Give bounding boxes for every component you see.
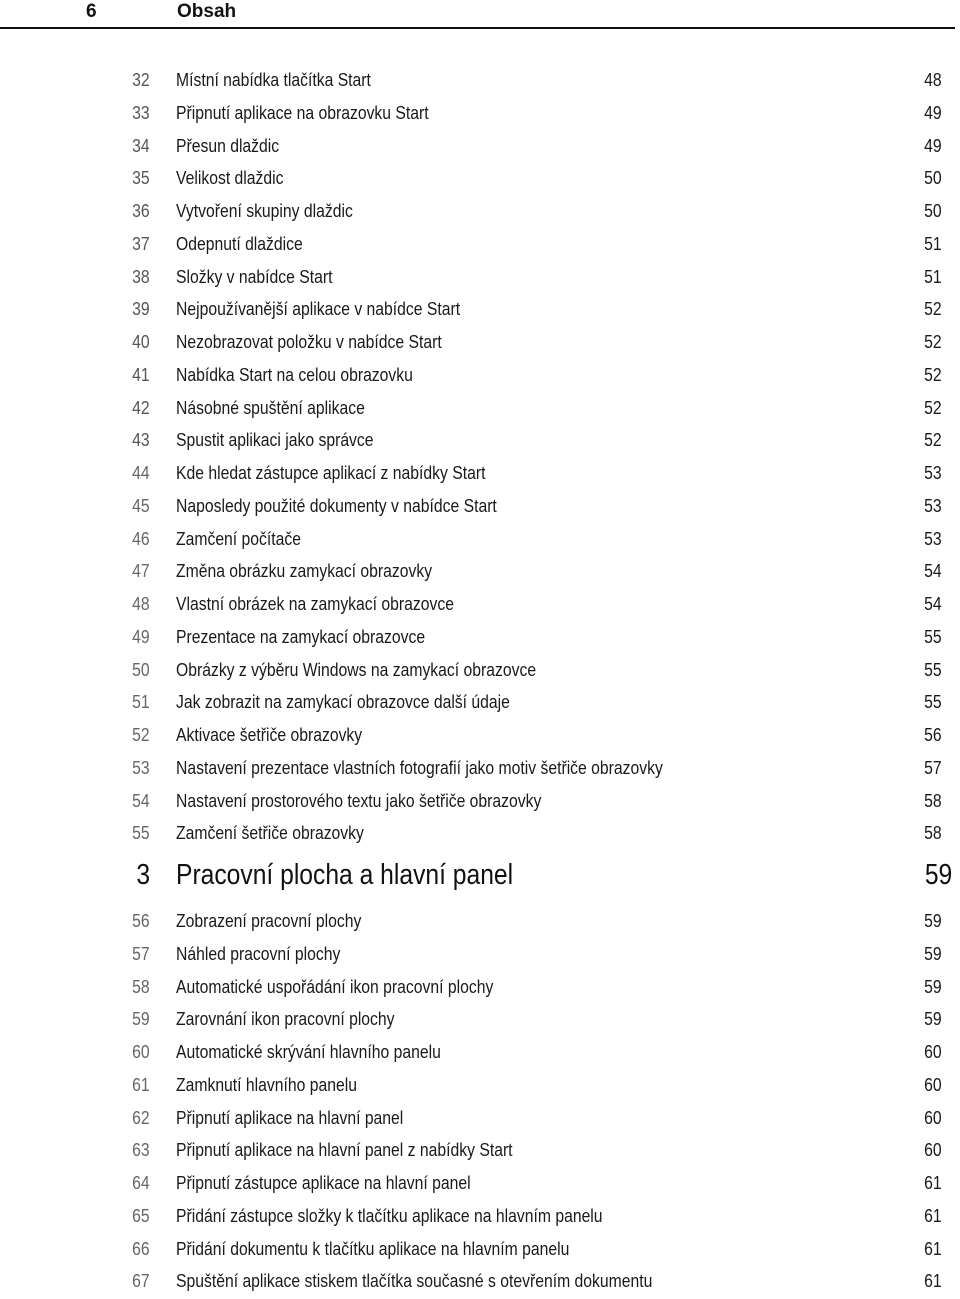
toc-entry[interactable] xyxy=(0,262,960,295)
toc-entry[interactable] xyxy=(0,786,960,819)
entry-number: 59 xyxy=(132,1008,150,1030)
entry-title: Spuštění aplikace stiskem tlačítka současné s otevřením dokumentu xyxy=(176,1270,653,1292)
entry-page: 59 xyxy=(924,942,942,964)
entry-number: 42 xyxy=(132,396,150,418)
entry-page: 57 xyxy=(924,756,942,778)
toc-entry[interactable] xyxy=(0,393,960,426)
entry-title: Aktivace šetřiče obrazovky xyxy=(176,724,363,745)
entry-number: 37 xyxy=(132,232,150,254)
chapter-number: 3 xyxy=(136,859,150,891)
entry-page: 49 xyxy=(924,101,942,123)
entry-page: 55 xyxy=(924,658,942,680)
entry-number: 34 xyxy=(132,134,150,156)
entry-page: 60 xyxy=(924,1073,942,1095)
entry-page: 61 xyxy=(924,1270,942,1292)
entry-number: 44 xyxy=(132,462,150,483)
entry-title: Vytvoření skupiny dlaždic xyxy=(176,200,353,221)
entry-title: Kde hledat zástupce aplikací z nabídky Start xyxy=(176,462,486,483)
toc-entry[interactable] xyxy=(0,687,960,720)
entry-title: Složky v nabídce Start xyxy=(176,265,333,287)
entry-number: 51 xyxy=(132,691,150,713)
toc-entry[interactable] xyxy=(0,1168,960,1201)
toc-group-b xyxy=(0,458,960,851)
entry-page: 55 xyxy=(924,691,942,713)
entry-page: 53 xyxy=(924,527,942,549)
entry-page: 61 xyxy=(924,1172,942,1193)
entry-title: Spustit aplikaci jako správce xyxy=(176,429,374,451)
entry-number: 33 xyxy=(132,101,150,123)
entry-page: 61 xyxy=(924,1237,942,1259)
page-header-title: Obsah xyxy=(177,1,237,22)
toc-group-a xyxy=(0,65,960,458)
entry-title: Zarovnání ikon pracovní plochy xyxy=(176,1008,395,1030)
toc-entry[interactable] xyxy=(0,1037,960,1070)
entry-page: 52 xyxy=(924,298,942,320)
toc-entry[interactable] xyxy=(0,753,960,786)
entry-title: Obrázky z výběru Windows na zamykací obrazovce xyxy=(176,658,537,680)
entry-title: Připnutí aplikace na obrazovku Start xyxy=(176,101,429,123)
entry-page: 52 xyxy=(924,396,942,418)
entry-number: 41 xyxy=(132,363,150,385)
entry-title: Přesun dlaždic xyxy=(176,134,280,156)
entry-page: 52 xyxy=(924,331,942,352)
entry-page: 60 xyxy=(924,1139,942,1161)
entry-page: 56 xyxy=(924,724,942,745)
entry-title: Nabídka Start na celou obrazovku xyxy=(176,363,413,385)
toc-entry[interactable] xyxy=(0,1103,960,1136)
entry-page: 60 xyxy=(924,1041,942,1062)
entry-number: 56 xyxy=(132,910,150,931)
entry-title: Přidání zástupce složky k tlačítku aplikace na hlavním panelu xyxy=(176,1204,603,1226)
entry-number: 45 xyxy=(132,494,150,516)
entry-page: 59 xyxy=(924,910,942,931)
entry-title: Násobné spuštění aplikace xyxy=(176,396,365,418)
entry-page: 60 xyxy=(924,1106,942,1128)
entry-title: Připnutí aplikace na hlavní panel z nabídky Start xyxy=(176,1139,513,1161)
entry-page: 52 xyxy=(924,429,942,451)
toc-entry[interactable] xyxy=(0,589,960,622)
entry-title: Místní nabídka tlačítka Start xyxy=(176,69,371,90)
toc-entry[interactable] xyxy=(0,972,960,1005)
entry-number: 62 xyxy=(132,1106,150,1128)
chapter-heading[interactable] xyxy=(0,851,960,906)
entry-number: 64 xyxy=(132,1172,150,1193)
toc-entry[interactable] xyxy=(0,294,960,327)
entry-number: 36 xyxy=(132,200,150,221)
chapter-page: 59 xyxy=(924,859,952,891)
toc-entry[interactable] xyxy=(0,163,960,196)
toc-entry[interactable] xyxy=(0,906,960,939)
entry-number: 54 xyxy=(132,789,150,811)
entry-page: 54 xyxy=(924,560,942,582)
toc-entry[interactable] xyxy=(0,196,960,229)
toc-entry[interactable] xyxy=(0,1201,960,1234)
entry-title: Naposledy použité dokumenty v nabídce Start xyxy=(176,494,497,516)
entry-number: 55 xyxy=(132,822,150,844)
entry-title: Automatické uspořádání ikon pracovní plochy xyxy=(176,975,494,997)
running-header xyxy=(0,0,955,29)
entry-title: Vlastní obrázek na zamykací obrazovce xyxy=(176,593,454,614)
entry-title: Nastavení prezentace vlastních fotografií jako motiv šetřiče obrazovky xyxy=(176,756,663,778)
entry-title: Odepnutí dlaždice xyxy=(176,232,303,254)
entry-page: 51 xyxy=(924,265,942,287)
entry-number: 39 xyxy=(132,298,150,320)
entry-page: 53 xyxy=(924,462,942,483)
entry-page: 51 xyxy=(924,232,942,254)
toc-entry[interactable] xyxy=(0,327,960,360)
entry-page: 59 xyxy=(924,1008,942,1030)
entry-title: Zamknutí hlavního panelu xyxy=(176,1073,357,1095)
entry-page: 61 xyxy=(924,1204,942,1226)
toc-entry[interactable] xyxy=(0,98,960,131)
entry-title: Jak zobrazit na zamykací obrazovce další údaje xyxy=(176,691,510,713)
table-of-contents xyxy=(0,65,960,1299)
toc-entry[interactable] xyxy=(0,818,960,851)
entry-page: 52 xyxy=(924,363,942,385)
toc-entry[interactable] xyxy=(0,425,960,458)
entry-title: Nezobrazovat položku v nabídce Start xyxy=(176,331,442,352)
toc-entry[interactable] xyxy=(0,1070,960,1103)
entry-number: 66 xyxy=(132,1237,150,1259)
entry-number: 35 xyxy=(132,167,150,189)
toc-entry[interactable] xyxy=(0,458,960,491)
toc-entry[interactable] xyxy=(0,939,960,972)
entry-title: Prezentace na zamykací obrazovce xyxy=(176,625,426,647)
entry-title: Změna obrázku zamykací obrazovky xyxy=(176,560,433,582)
toc-entry[interactable] xyxy=(0,1135,960,1168)
entry-page: 54 xyxy=(924,593,942,614)
chapter-title: Pracovní plocha a hlavní panel xyxy=(176,859,514,891)
toc-entry[interactable] xyxy=(0,1234,960,1267)
entry-title: Přidání dokumentu k tlačítku aplikace na hlavním panelu xyxy=(176,1237,570,1259)
entry-title: Připnutí zástupce aplikace na hlavní panel xyxy=(176,1172,471,1193)
entry-title: Nastavení prostorového textu jako šetřiče obrazovky xyxy=(176,789,542,811)
entry-page: 50 xyxy=(924,200,942,221)
entry-title: Připnutí aplikace na hlavní panel xyxy=(176,1106,404,1128)
entry-number: 50 xyxy=(132,658,150,680)
entry-title: Náhled pracovní plochy xyxy=(176,942,341,964)
entry-number: 58 xyxy=(132,975,150,997)
toc-entry[interactable] xyxy=(0,65,960,98)
toc-entry[interactable] xyxy=(0,556,960,589)
entry-number: 52 xyxy=(132,724,150,745)
toc-entry[interactable] xyxy=(0,229,960,262)
entry-number: 63 xyxy=(132,1139,150,1161)
toc-entry[interactable] xyxy=(0,1004,960,1037)
entry-number: 61 xyxy=(132,1073,150,1095)
toc-entry[interactable] xyxy=(0,360,960,393)
entry-title: Zamčení počítače xyxy=(176,527,301,549)
entry-page: 50 xyxy=(924,167,942,189)
entry-title: Zamčení šetřiče obrazovky xyxy=(176,822,364,844)
toc-entry[interactable] xyxy=(0,131,960,164)
toc-entry[interactable] xyxy=(0,655,960,688)
entry-page: 58 xyxy=(924,822,942,844)
toc-group-c xyxy=(0,906,960,1299)
entry-number: 43 xyxy=(132,429,150,451)
entry-number: 47 xyxy=(132,560,150,582)
entry-number: 57 xyxy=(132,942,150,964)
entry-page: 48 xyxy=(924,69,942,90)
entry-number: 48 xyxy=(132,593,150,614)
entry-page: 59 xyxy=(924,975,942,997)
entry-number: 65 xyxy=(132,1204,150,1226)
entry-number: 49 xyxy=(132,625,150,647)
entry-title: Velikost dlaždic xyxy=(176,167,284,189)
entry-page: 55 xyxy=(924,625,942,647)
toc-entry[interactable] xyxy=(0,622,960,655)
page-number: 6 xyxy=(86,1,97,22)
entry-page: 49 xyxy=(924,134,942,156)
entry-number: 32 xyxy=(132,69,150,90)
entry-number: 38 xyxy=(132,265,150,287)
entry-title: Zobrazení pracovní plochy xyxy=(176,910,362,931)
entry-number: 53 xyxy=(132,756,150,778)
entry-title: Nejpoužívanější aplikace v nabídce Start xyxy=(176,298,461,320)
entry-title: Automatické skrývání hlavního panelu xyxy=(176,1041,441,1062)
entry-number: 60 xyxy=(132,1041,150,1062)
toc-entry[interactable] xyxy=(0,524,960,557)
entry-page: 58 xyxy=(924,789,942,811)
toc-entry[interactable] xyxy=(0,1266,960,1299)
entry-number: 40 xyxy=(132,331,150,352)
toc-entry[interactable] xyxy=(0,720,960,753)
entry-page: 53 xyxy=(924,494,942,516)
entry-number: 67 xyxy=(132,1270,150,1292)
toc-entry[interactable] xyxy=(0,491,960,524)
entry-number: 46 xyxy=(132,527,150,549)
